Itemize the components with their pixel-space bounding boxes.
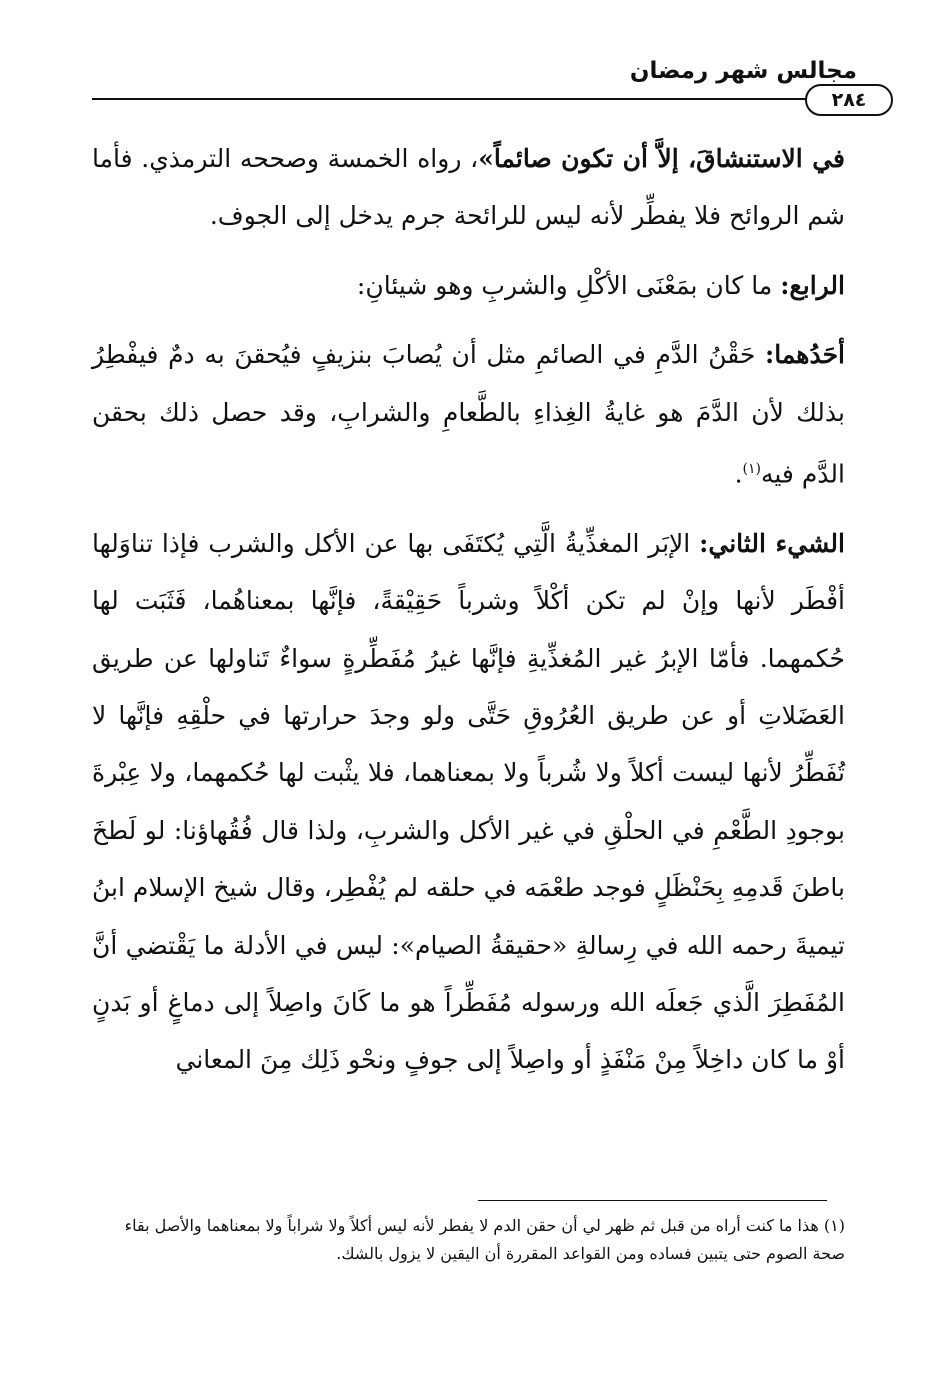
paragraph-4-text: الإبَر المغذِّيةُ الَّتِي يُكتَفَى بها عن الأكل والشرب فإذا تناوَلها أفْطَر لأنها وإنْ لم تكن أكْلاً وشرباً حَقِيْقةً، فإنَّها بمعناهُما، فَثَبَت لها حُكمهما. فأمّا الإبرُ غير المُغذِّيةِ فإنَّها غيرُ مُفَطِّرةٍ سواءٌ تَناولها عن طريق العَضَلاتِ أو عن طريق العُرُوقِ حَتَّى ولو وجدَ حرارتها في حلْقِهِ فإنَّها لا تُفَطِّرُ لأنها ليست أكلاً ولا شُرباً ولا بمعناهما، فلا يثْبت لها حُكمهما، ولا عِبْرةَ بوجودِ الطَّعْمِ في الحلْقِ في غير الأكل والشربِ، ولذا قال فُقُهاؤنا: لو لَطخَ باطنَ قَدمِهِ بِحَنْظَلٍ فوجد طعْمَه في حلقه لم يُفْطِر، وقال شيخ الإسلام ابنُ تيميةَ رحمه الله في رِسالةِ «حقيقةُ الصيام»: ليس في الأدلة ما يَقْتضي أنَّ المُفَطِرَ الَّذي جَعلَه الله ورسوله مُفَطِّراً هو ما كَانَ واصِلاً إلى دماغٍ أو بَدنٍ أوْ ما كان داخِلاً مِنْ مَنْفَذٍ أو واصِلاً إلى جوفٍ ونحْو ذَلِك مِنَ المعاني [92, 528, 845, 1075]
paragraph-1-text: ، رواه الخمسة وصححه الترمذي. فأما شم الروائح فلا يفطِّر لأنه ليس للرائحة جرم يدخل إلى الجوف. [92, 144, 845, 231]
footnote-rule [478, 1200, 827, 1201]
footnote-marker: (١) [823, 1216, 845, 1235]
paragraph-3-text: حَقْنُ الدَّمِ في الصائمِ مثل أن يُصابَ بنزيفٍ فيُحقنَ به دمٌ فيفْطِرُ بذلك لأن الدَّمَ هو غايةُ الغِذاءِ بالطَّعامِ والشرابِ، وقد حصل ذلك بحقن الدَّم فيه [92, 340, 845, 489]
footnote [92, 1212, 845, 1268]
body-text [92, 130, 845, 1089]
paragraph-3-lead: أحَدُهما: [764, 340, 845, 370]
footnote-text: هذا ما كنت أراه من قبل ثم ظهر لي أن حقن الدم لا يفطر لأنه ليس أكلاً ولا شراباً ولا بمعناهما والأصل بقاء صحة الصوم حتى يتبين فساده ومن القواعد المقررة أن اليقين لا يزول بالشك. [124, 1216, 845, 1263]
paragraph-3-end: . [734, 459, 743, 489]
paragraph-2 [92, 257, 845, 314]
footnote-reference: (١) [742, 461, 761, 478]
page-number-badge: ٢٨٤ [805, 84, 893, 116]
paragraph-1 [92, 130, 845, 245]
paragraph-4 [92, 515, 845, 1089]
running-header-title: مجالس شهر رمضان [629, 58, 857, 84]
paragraph-2-lead: الرابع: [780, 270, 845, 300]
hadith-quote: في الاستنشاقَ، إلاَّ أن تكون صائماً» [478, 144, 845, 173]
paragraph-3 [92, 326, 845, 503]
header-rule [92, 98, 819, 100]
paragraph-2-text: ما كان بمَعْنَى الأكْلِ والشربِ وهو شيئانِ: [356, 270, 781, 300]
paragraph-4-lead: الشيء الثاني: [699, 528, 845, 558]
